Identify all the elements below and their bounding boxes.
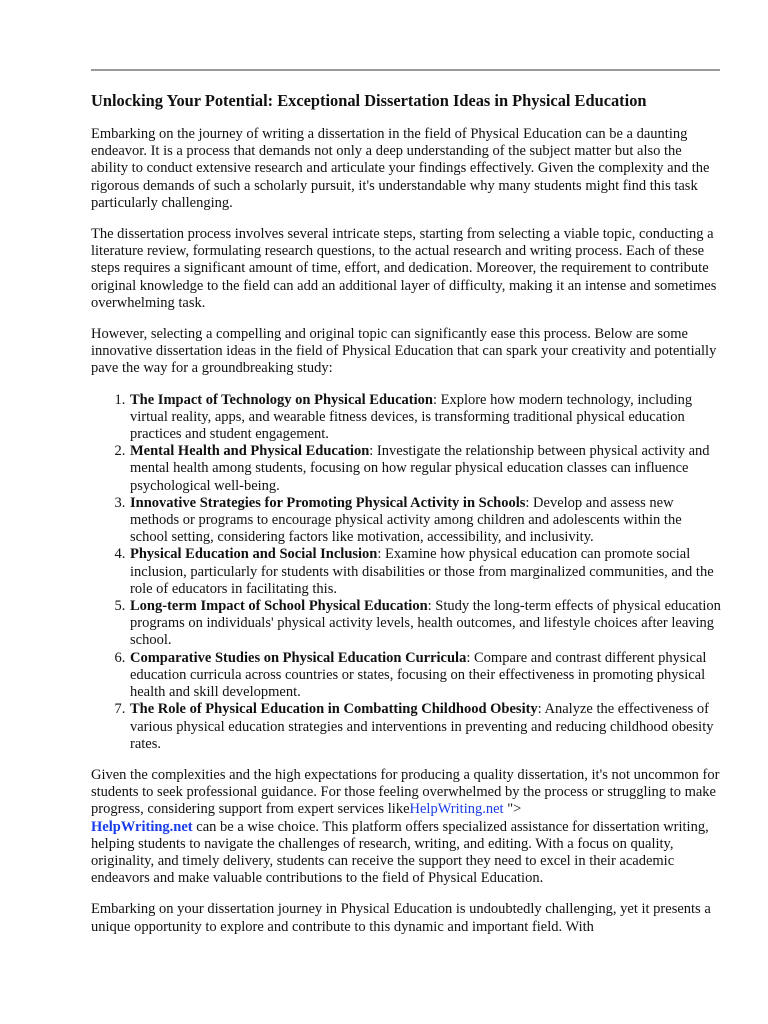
idea-title: Long-term Impact of School Physical Education bbox=[130, 598, 428, 615]
idea-title: Physical Education and Social Inclusion bbox=[130, 546, 378, 563]
idea-text: : Examine how physical education can promote social inclusion, particularly for students with disabilities or those from marginalized communities, and the role of educators in facilitating this. bbox=[130, 546, 714, 597]
article-body bbox=[91, 90, 721, 950]
ideas-list bbox=[91, 392, 721, 753]
list-item bbox=[129, 701, 721, 753]
guidance-text-after: can be a wise choice. This platform offers specialized assistance for dissertation writing, helping students to navigate the challenges of research, writing, and editing. With a focus on quality, originality, and timely delivery, students can receive the support they need to excel in their academic endeavors and make valuable contributions to the field of Physical Education. bbox=[91, 818, 709, 887]
helpwriting-bold-link[interactable]: HelpWriting.net bbox=[91, 818, 193, 835]
ideas-intro-paragraph: However, selecting a compelling and original topic can significantly ease this process. Below are some innovative dissertation ideas in the field of Physical Education that can spark your creativity and potentially pave the way for a groundbreaking study: bbox=[91, 326, 717, 377]
idea-title: The Role of Physical Education in Combatting Childhood Obesity bbox=[130, 701, 538, 718]
idea-text: : Analyze the effectiveness of various physical education strategies and interventions in preventing and reducing childhood obesity rates. bbox=[130, 701, 714, 752]
guidance-paragraph bbox=[91, 767, 721, 887]
process-paragraph: The dissertation process involves several intricate steps, starting from selecting a viable topic, conducting a literature review, formulating research questions, to the actual research and writing process. Each of these steps requires a significant amount of time, effort, and dedication. Moreover, the requirement to contribute original knowledge to the field can add an additional layer of difficulty, making it an intense and sometimes overwhelming task. bbox=[91, 226, 717, 311]
idea-text: : Study the long-term effects of physical education programs on individuals' physical activity levels, health outcomes, and lifestyle choices after leaving school. bbox=[130, 598, 721, 649]
list-item bbox=[129, 546, 721, 598]
idea-text: : Explore how modern technology, including virtual reality, apps, and wearable fitness devices, is transforming traditional physical education practices and student engagement. bbox=[130, 391, 693, 443]
idea-text: : Investigate the relationship between physical activity and mental health among students, focusing on how regular physical education classes can influence psychological well-being. bbox=[130, 443, 710, 494]
horizontal-rule bbox=[91, 69, 720, 71]
helpwriting-link[interactable]: HelpWriting.net bbox=[409, 801, 504, 818]
idea-title: Innovative Strategies for Promoting Physical Activity in Schools bbox=[130, 494, 526, 511]
page-title: Unlocking Your Potential: Exceptional Dissertation Ideas in Physical Education bbox=[91, 91, 647, 110]
list-item bbox=[129, 650, 721, 702]
list-item bbox=[129, 443, 721, 495]
idea-title: Comparative Studies on Physical Education Curricula bbox=[130, 649, 467, 666]
guidance-text-before: Given the complexities and the high expectations for producing a quality dissertation, it's not uncommon for students to seek professional guidance. For those feeling overwhelmed by the process or struggling to make progress, considering support from expert services like bbox=[91, 766, 720, 818]
closing-paragraph: Embarking on your dissertation journey in Physical Education is undoubtedly challenging, yet it presents a unique opportunity to explore and contribute to this dynamic and important field. With bbox=[91, 901, 711, 935]
idea-text: : Compare and contrast different physical education curricula across countries or states, focusing on their effectiveness in promoting physical health and skill development. bbox=[130, 649, 707, 701]
list-item bbox=[129, 495, 721, 547]
idea-title: Mental Health and Physical Education bbox=[130, 443, 370, 460]
idea-title: The Impact of Technology on Physical Education bbox=[130, 391, 433, 408]
list-item bbox=[129, 392, 721, 444]
idea-text: : Develop and assess new methods or programs to encourage physical activity among children and adolescents within the school setting, considering factors like motivation, accessibility, and inclusivity. bbox=[130, 494, 682, 546]
stray-markup-text: "> bbox=[503, 801, 522, 818]
list-item bbox=[129, 598, 721, 650]
intro-paragraph: Embarking on the journey of writing a dissertation in the field of Physical Education can be a daunting endeavor. It is a process that demands not only a deep understanding of the subject matter but also the ability to conduct extensive research and articulate your findings effectively. Given the complexity and the rigorous demands of such a scholarly pursuit, it's understandable why many students might find this task particularly challenging. bbox=[91, 126, 710, 211]
